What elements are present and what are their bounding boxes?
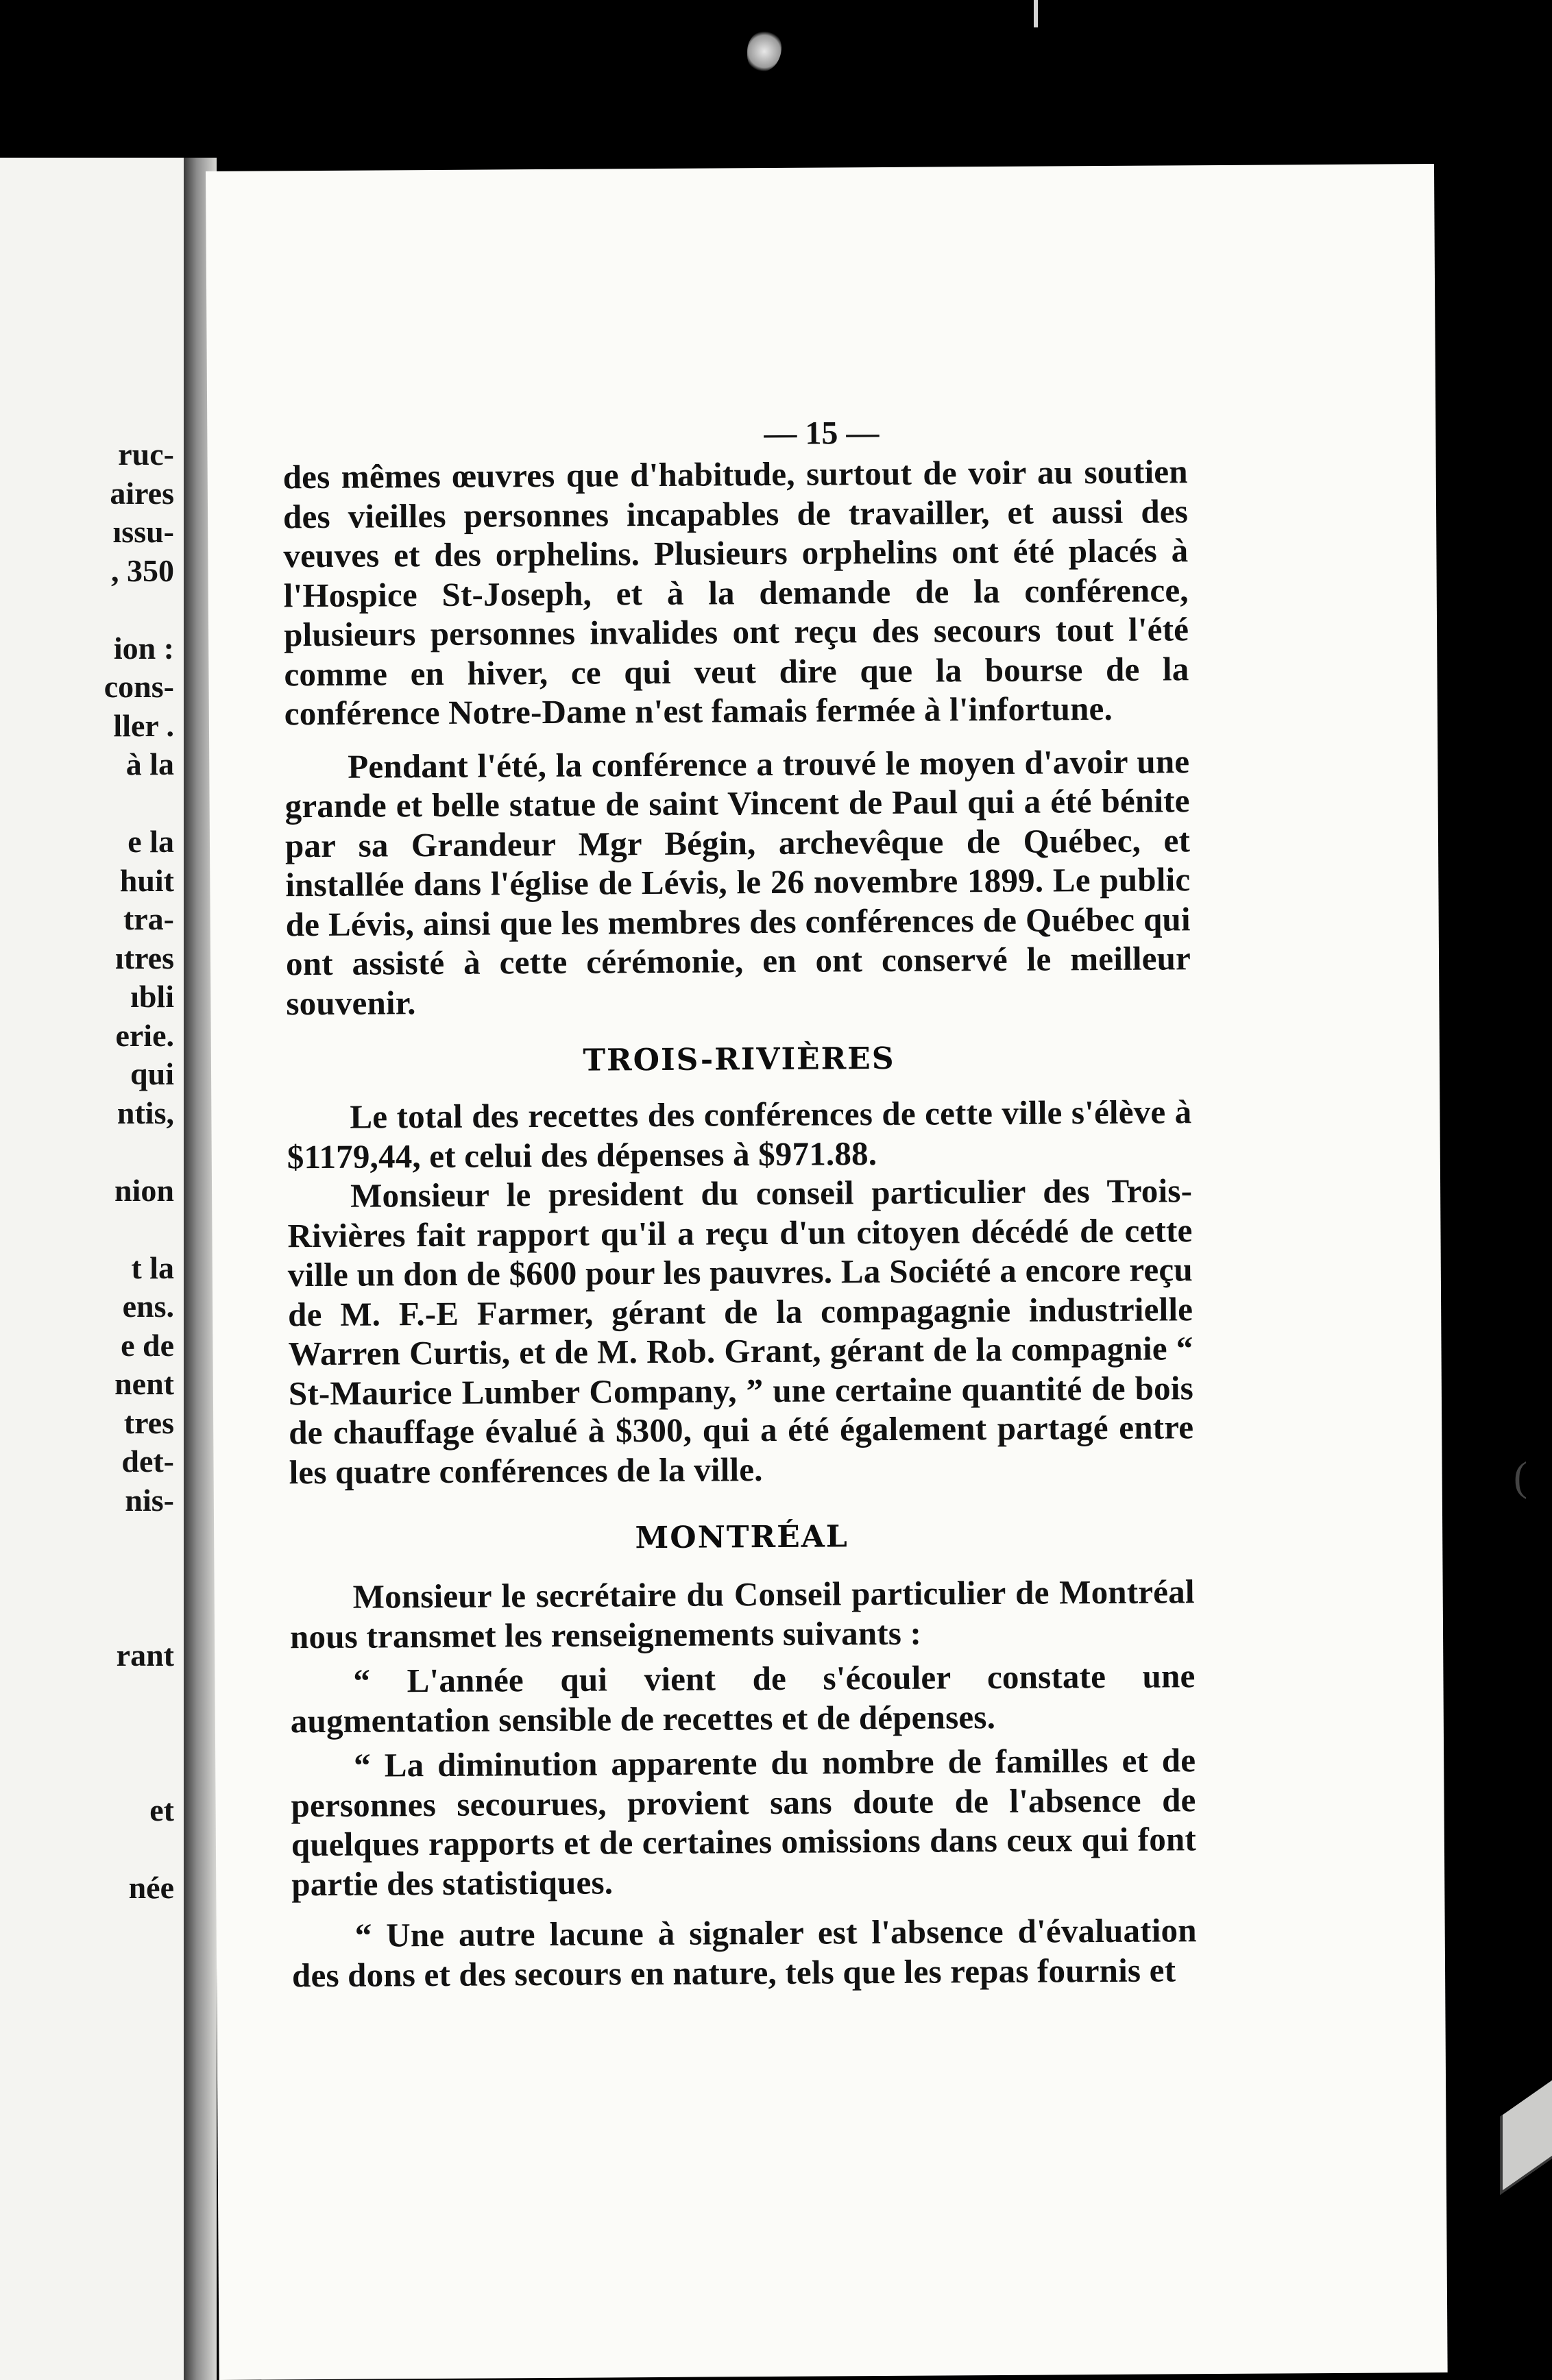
- left-page-line: ıssu-: [112, 514, 174, 549]
- body-text-montreal: [290, 1572, 1198, 1995]
- left-page-line: ntis,: [117, 1095, 174, 1130]
- document-page: [206, 164, 1448, 2380]
- paragraph-8: “ Une autre lacune à signaler est l'absence d'évaluation des dons et des secours en nature, tels que les repas fournis et: [291, 1911, 1197, 1994]
- paragraph-1: des mêmes œuvres que d'habitude, surtout de voir au soutien des vieilles personnes incapables de travailler, et aussi des veuves et des orphelins. Plusieurs orphelins ont été placés à l'Hospice St-Joseph, et à la demande de la conférence, plusieurs personnes invalides ont reçu des secours tout l'été comme en hiver, ce qui veut dire que la bourse de la conférence Notre-Dame n'est famais fermée à l'infortune.: [282, 452, 1189, 733]
- scan-smudge: [747, 31, 781, 72]
- paragraph-4: Monsieur le president du conseil particulier des Trois-Rivières fait rapport qu'il a reçu d'un citoyen décédé de cette ville un don de $600 pour les pauvres. La Société a encore reçu de M. F.-E Farmer, gérant de la compagagnie industrielle Warren Curtis, et de M. Rob. Grant, gérant de la compagnie “ St-Maurice Lumber Company, ” une certaine quantité de bois de chauffage évalué à $300, qui a été également partagé entre les quatre conférences de la ville.: [287, 1171, 1194, 1491]
- margin-mark: (: [1514, 1454, 1527, 1499]
- page-corner-fold: [1500, 2078, 1552, 2195]
- left-page-line: ıtres: [114, 940, 174, 975]
- left-page-line: tra-: [123, 901, 174, 936]
- left-page-line: rant: [116, 1637, 174, 1673]
- paragraph-6: “ L'année qui vient de s'écouler constate une augmentation sensible de recettes et de dépenses.: [290, 1657, 1196, 1740]
- left-page-line: née: [128, 1869, 174, 1905]
- left-page-line: qui: [130, 1056, 174, 1091]
- left-page-line: nis-: [125, 1482, 174, 1518]
- left-page-line: aires: [110, 475, 174, 511]
- scan-edge-mark: [1034, 0, 1038, 27]
- left-page-line: huit: [119, 862, 174, 898]
- left-page-line: ens.: [122, 1289, 174, 1324]
- left-page-line: t la: [131, 1250, 174, 1285]
- left-page-line: det-: [121, 1444, 174, 1479]
- section-heading-montreal: MONTRÉAL: [635, 1519, 849, 1556]
- left-page-line: nion: [114, 1172, 174, 1208]
- left-page-line: ller .: [113, 707, 174, 743]
- body-text-top: [283, 452, 1191, 1023]
- body-text-trois-rivieres: [287, 1092, 1193, 1492]
- page-number: — 15 —: [764, 415, 880, 452]
- left-page-line: ıbli: [130, 979, 174, 1014]
- left-page-line: nent: [114, 1366, 174, 1401]
- left-page-line: erie.: [115, 1017, 174, 1053]
- left-facing-page: [0, 158, 184, 2380]
- left-page-line: e la: [128, 824, 174, 859]
- left-page-line: , 350: [111, 552, 174, 588]
- left-page-line: ion :: [113, 630, 174, 666]
- left-page-line: et: [149, 1792, 174, 1827]
- paragraph-3: Le total des recettes des conférences de cette ville s'élève à $1179,44, et celui des dépenses à $971.88.: [287, 1093, 1192, 1176]
- paragraph-7: “ La diminution apparente du nombre de familles et de personnes secourues, provient sans doute de l'absence de quelques rapports et de certaines omissions dans ceux qui font partie des statistiques.: [291, 1741, 1197, 1903]
- left-page-line: cons-: [104, 669, 174, 704]
- left-page-line: e de: [121, 1327, 174, 1363]
- section-heading-trois-rivieres: TROIS-RIVIÈRES: [583, 1041, 895, 1078]
- paragraph-2: Pendant l'été, la conférence a trouvé le moyen d'avoir une grande et belle statue de saint Vincent de Paul qui a été bénite par sa Grandeur Mgr Bégin, archevêque de Québec, et installée dans l'église de Lévis, le 26 novembre 1899. Le public de Lévis, ainsi que les membres des conférences de Québec qui ont assisté à cette cérémonie, en ont conservé le meilleur souvenir.: [284, 742, 1191, 1022]
- paragraph-5: Monsieur le secrétaire du Conseil particulier de Montréal nous transmet les renseignements suivants :: [289, 1572, 1195, 1655]
- left-page-line: tres: [123, 1405, 174, 1440]
- left-page-line: ruc-: [118, 437, 174, 472]
- left-page-line: à la: [125, 746, 174, 781]
